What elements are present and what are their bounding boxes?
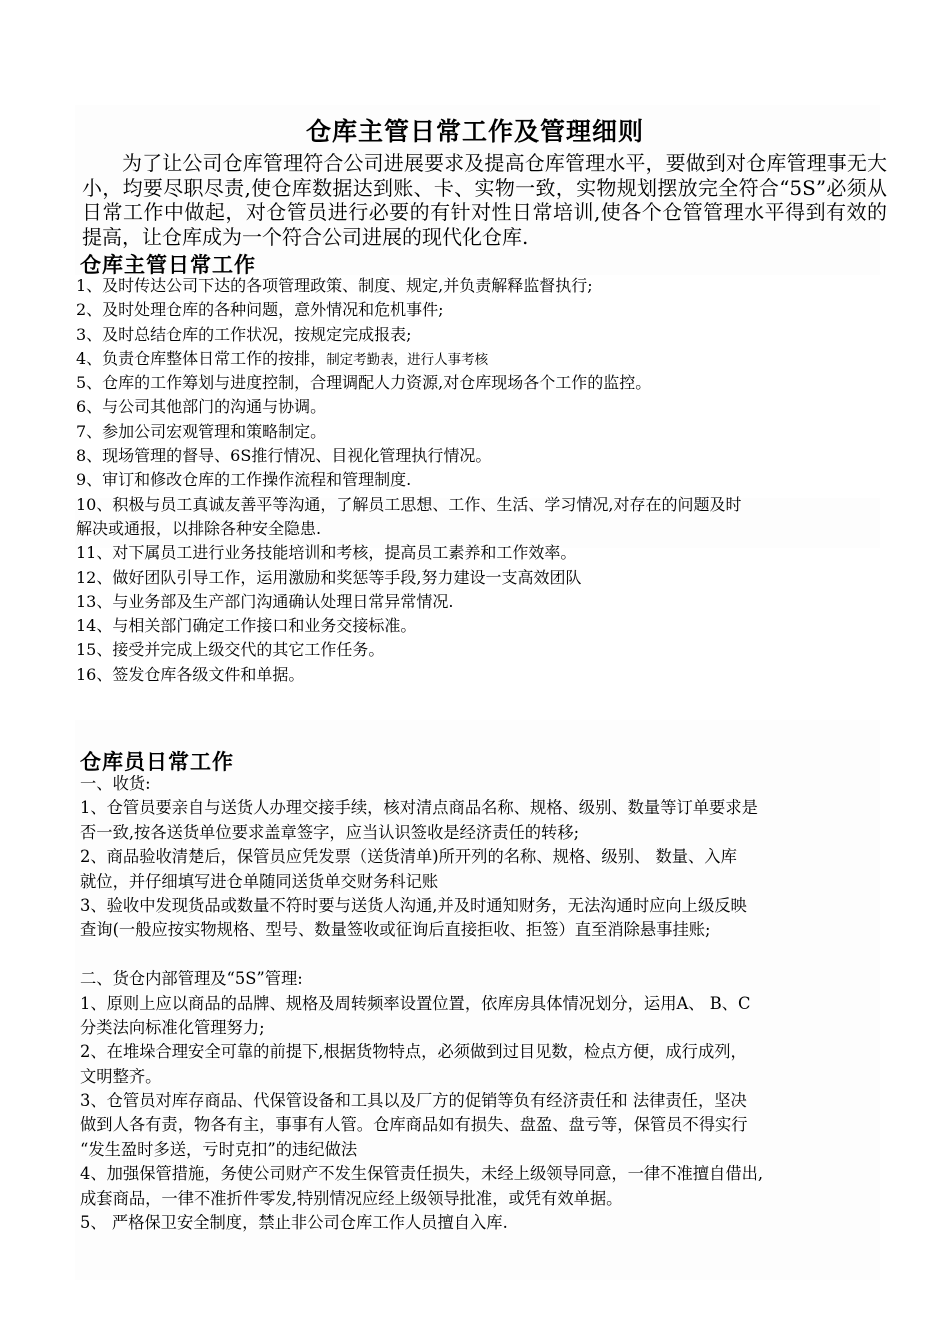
list-item: 6、与公司其他部门的沟通与协调。 — [76, 397, 327, 417]
paragraph-line: 5、 严格保卫安全制度，禁止非公司仓库工作人员擅自入库. — [80, 1213, 508, 1233]
list-item: 14、与相关部门确定工作接口和业务交接标准。 — [76, 616, 417, 636]
section-title: 一、收货: — [80, 774, 151, 793]
list-item: 5、仓库的工作筹划与进度控制，合理调配人力资源,对仓库现场各个工作的监控。 — [76, 373, 652, 393]
paragraph-line: “发生盈时多送，亏时克扣”的违纪做法 — [80, 1139, 358, 1159]
spacer — [80, 943, 890, 967]
list-item: 1、及时传达公司下达的各项管理政策、制度、规定,并负责解释监督执行; — [76, 276, 593, 295]
paragraph-line: 2、在堆垛合理安全可靠的前提下,根据货物特点，必须做到过目见数，检点方便，成行成列， — [80, 1042, 747, 1062]
list-item: 9、审订和修改仓库的工作操作流程和管理制度. — [76, 470, 412, 490]
list-item: 7、参加公司宏观管理和策略制定。 — [76, 421, 327, 441]
list-item-text: 4、负责仓库整体日常工作的按排， — [76, 348, 327, 368]
paragraph-line: 1、仓管员要亲自与送货人办理交接手续，核对清点商品名称、规格、级别、数量等订单要求是 — [80, 798, 758, 818]
list-item: 13、与业务部及生产部门沟通确认处理日常异常情况. — [76, 591, 454, 611]
paragraph-line: 文明整齐。 — [80, 1066, 162, 1086]
clerk-heading: 仓库员日常工作 — [80, 749, 234, 774]
paragraph-line: 做到人各有责，物各有主，事事有人管。仓库商品如有损失、盘盈、盘亏等，保管员不得实行 — [80, 1115, 748, 1135]
list-item: 3、及时总结仓库的工作状况，按规定完成报表; — [76, 324, 412, 344]
supervisor-duties-list — [76, 274, 886, 687]
list-item: 16、签发仓库各级文件和单据。 — [76, 664, 305, 684]
list-item: 解决或通报，以排除各种安全隐患. — [76, 518, 322, 538]
intro-paragraph — [82, 151, 887, 249]
list-item: 15、接受并完成上级交代的其它工作任务。 — [76, 640, 385, 660]
paragraph-line: 分类法向标准化管理努力; — [80, 1017, 265, 1037]
paragraph-line: 查询(一般应按实物规格、型号、数量签收或征询后直接拒收、拒签）直至消除悬事挂账; — [80, 920, 711, 940]
list-item: 12、做好团队引导工作，运用激励和奖惩等手段,努力建设一支高效团队 — [76, 567, 582, 587]
document-title: 仓库主管日常工作及管理细则 — [305, 117, 644, 146]
paragraph-line: 1、原则上应以商品的品牌、规格及周转频率设置位置，依库房具体情况划分，运用A、 B、C — [80, 993, 751, 1013]
intro-text: 为了让公司仓库管理符合公司进展要求及提高仓库管理水平，要做到对仓库管理事无大小，均要尽职尽责,使仓库数据达到账、卡、实物一致，实物规划摆放完全符合“5S”必须从日常工作中做起，对仓管员进行必要的有针对性日常培训,使各个仓管管理水平得到有效的提高，让仓库成为一个符合公司进展的现代化仓库. — [82, 151, 887, 249]
list-item: 10、积极与员工真诚友善平等沟通，了解员工思想、工作、生活、学习情况,对存在的问题及时 — [76, 494, 742, 514]
list-item: 11、对下属员工进行业务技能培训和考核，提高员工素养和工作效率。 — [76, 543, 577, 563]
paragraph-line: 就位，并仔细填写进仓单随同送货单交财务科记账 — [80, 871, 439, 891]
paragraph-line: 4、加强保管措施，务使公司财产不发生保管责任损失，未经上级领导同意，一律不准擅自借出, — [80, 1164, 764, 1184]
list-item-note: 制定考勤表，进行人事考核 — [326, 351, 489, 368]
list-item: 2、及时处理仓库的各种问题，意外情况和危机事件; — [76, 300, 444, 320]
list-item — [76, 347, 886, 371]
clerk-duties — [80, 772, 890, 1235]
paragraph-line: 否一致,按各送货单位要求盖章签字，应当认识签收是经济责任的转移; — [80, 822, 580, 842]
paragraph-line: 3、仓管员对库存商品、代保管设备和工具以及厂方的促销等负有经济责任和 法律责任，坚决 — [80, 1091, 747, 1111]
paragraph-line: 3、验收中发现货品或数量不符时要与送货人沟通,并及时通知财务，无法沟通时应向上级反映 — [80, 895, 747, 915]
supervisor-heading: 仓库主管日常工作 — [80, 252, 256, 277]
list-item: 8、现场管理的督导、6S推行情况、目视化管理执行情况。 — [76, 446, 492, 466]
paragraph-line: 2、商品验收清楚后，保管员应凭发票（送货清单)所开列的名称、规格、级别、 数量、入库 — [80, 847, 737, 867]
paragraph-line: 成套商品，一律不准折件零发,特别情况应经上级领导批准，或凭有效单据。 — [80, 1188, 623, 1208]
section-title: 二、货仓内部管理及“5S”管理: — [80, 969, 303, 989]
